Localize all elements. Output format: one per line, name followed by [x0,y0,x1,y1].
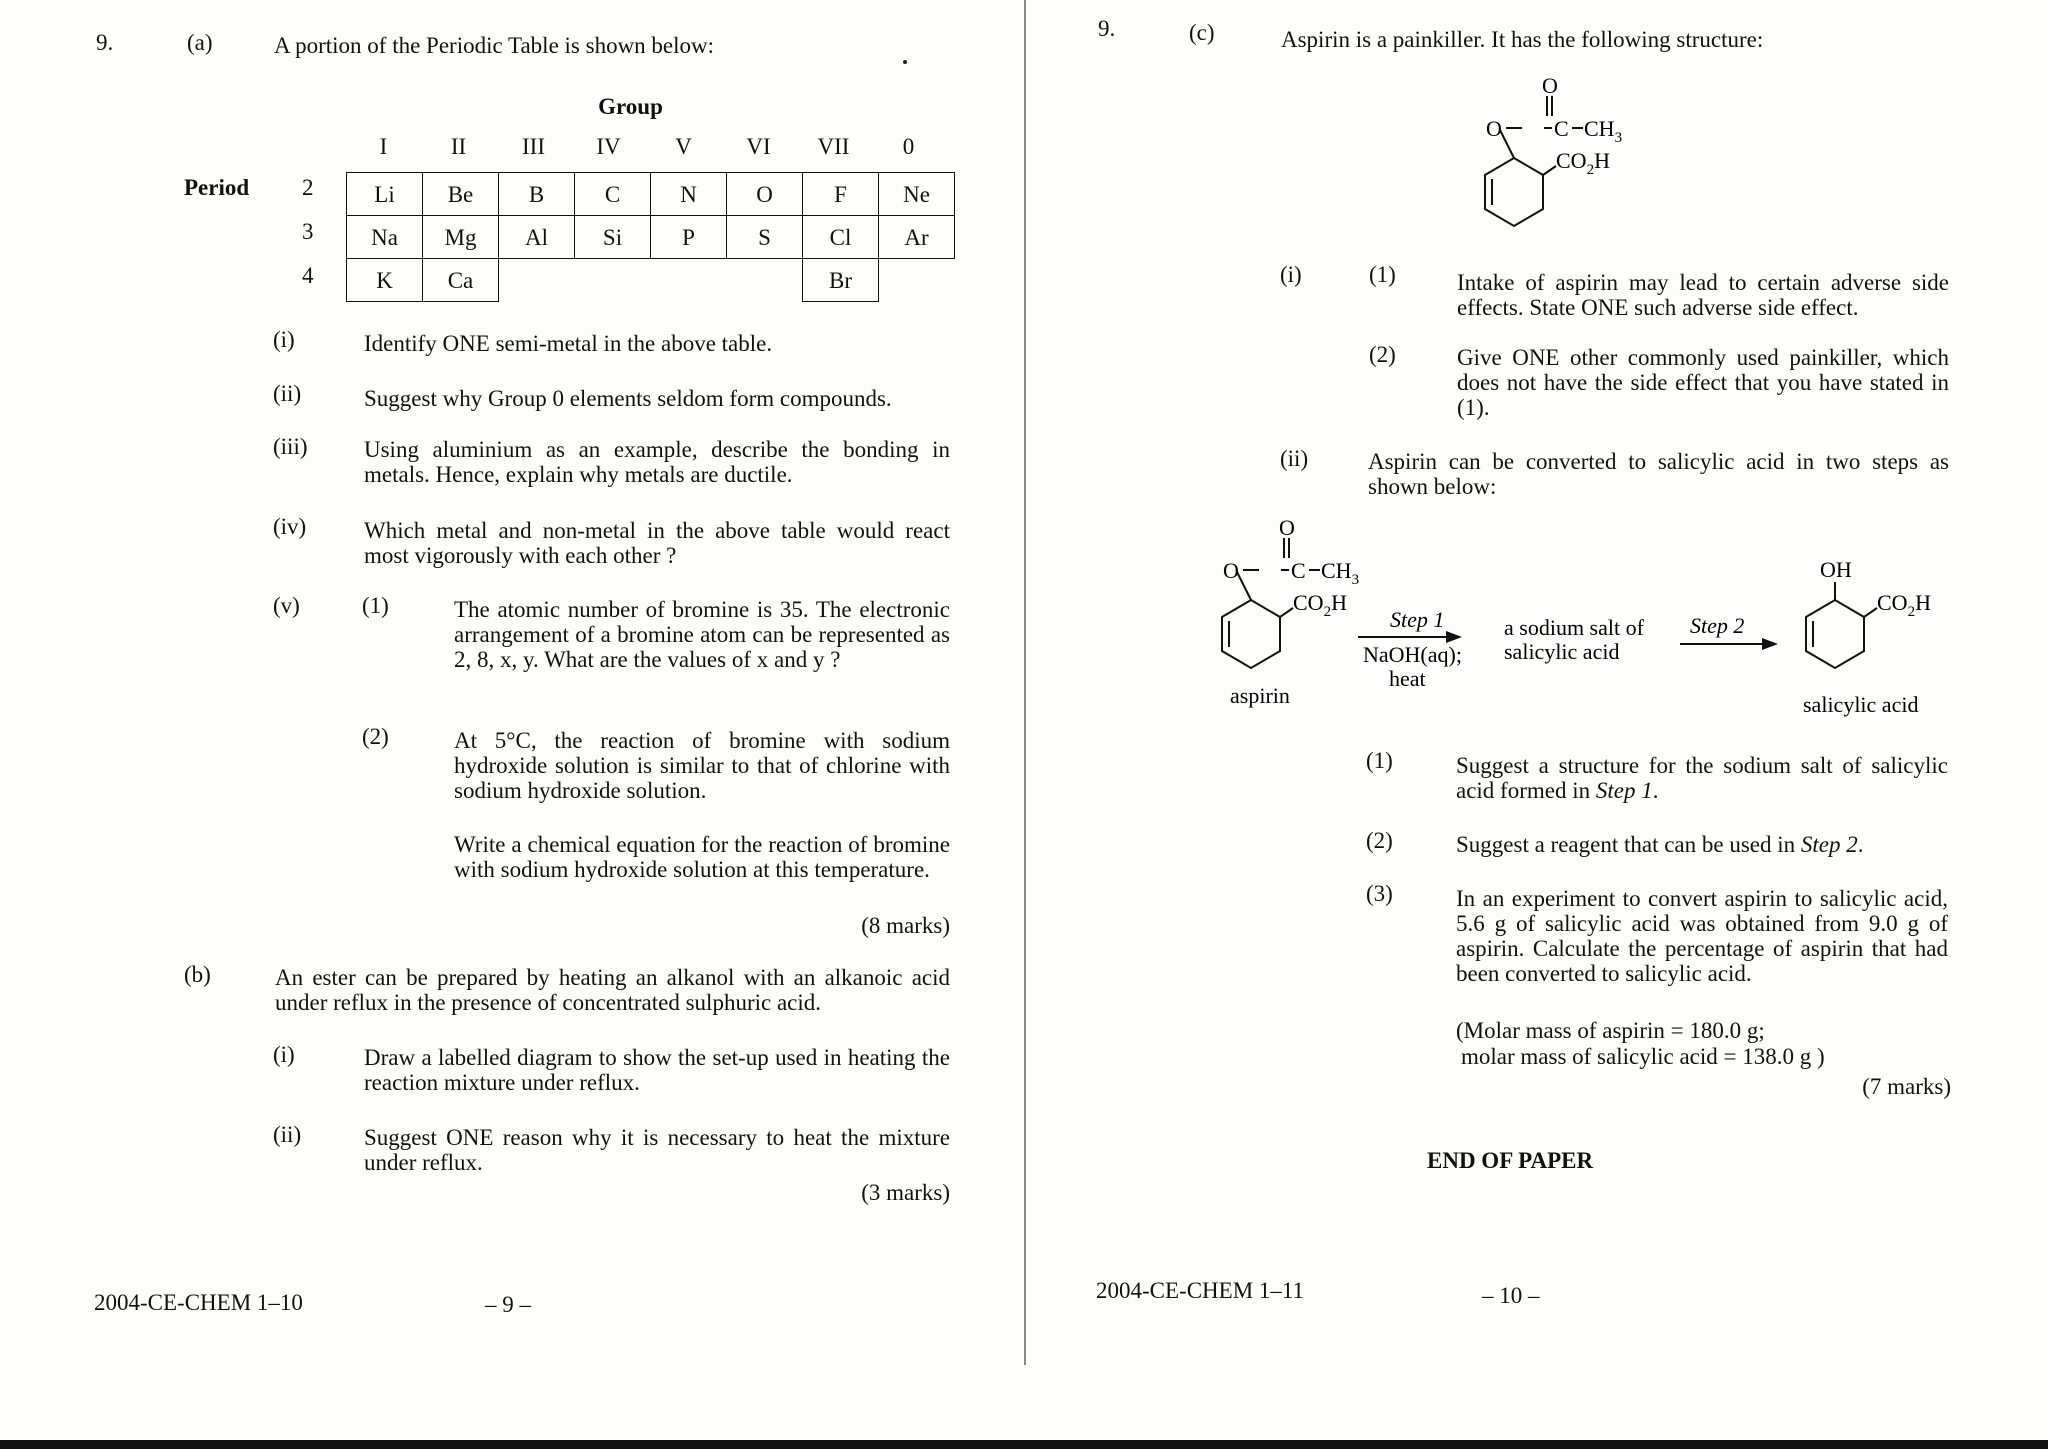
hydroxyl-label: OH [1820,557,1852,582]
sub-text: Give ONE other commonly used painkiller, which does not have the side effect that you have stated in (1). [1457,345,1949,420]
atom-label: O [1279,520,1295,540]
element-cell: Li [347,173,423,216]
period-number: 2 [302,175,314,200]
item-text: Aspirin can be converted to salicylic acid in two steps as shown below: [1368,449,1949,499]
sub-text: The atomic number of bromine is 35. The electronic arrangement of a bromine atom can be represented as 2, 8, x, y. What are the values of x and y ? [454,597,950,672]
methyl-label: $CH_3$ [1321,558,1360,588]
part-label-b: (b) [184,962,211,987]
step2-label: Step 2 [1690,613,1745,638]
group-header: III [522,134,545,159]
element-cell: Mg [423,216,499,259]
empty-cell [651,259,727,302]
group-header: IV [596,134,621,159]
aspirin-structure [1470,78,1660,228]
molar-mass-note: (Molar mass of aspirin = 180.0 g; [1456,1018,1765,1043]
table-row [347,216,955,259]
item-text: Using aluminium as an example, describe the bonding in metals. Hence, explain why metals are ductile. [364,437,950,487]
item-text: Identify ONE semi-metal in the above table. [364,331,773,356]
footer-code: 2004-CE-CHEM 1–10 [94,1290,303,1315]
item-label: (i) [1280,262,1302,287]
page-number: – 10 – [1482,1283,1540,1308]
element-cell: Be [423,173,499,216]
sub-text: Intake of aspirin may lead to certain adverse side effects. State ONE such adverse side effect. [1457,270,1949,320]
element-cell: N [651,173,727,216]
marks: (8 marks) [861,913,950,938]
element-cell: C [575,173,651,216]
footer-code: 2004-CE-CHEM 1–11 [1096,1278,1305,1303]
item-text: Draw a labelled diagram to show the set-up used in heating the reaction mixture under reflux. [364,1045,950,1095]
table-row [347,259,955,302]
carboxyl-label: $CO_2H$ [1556,148,1610,178]
item-label: (i) [273,1042,295,1067]
group-header: I [379,134,388,159]
carboxyl-label: $CO_2H$ [1877,590,1931,620]
item-text: Which metal and non-metal in the above table would react most vigorously with each other ? [364,518,950,568]
group-header: II [450,134,467,159]
carboxyl-label: $CO_2H$ [1293,590,1347,620]
question-number: 9. [96,30,114,55]
element-cell: Si [575,216,651,259]
part-label-a: (a) [187,30,213,55]
element-cell: F [803,173,879,216]
arrow-head [1762,638,1778,650]
group-header: VI [746,134,771,159]
element-cell: Ne [879,173,955,216]
sub-text: Suggest a reagent that can be used in Step 2. [1456,832,1864,857]
step1-condition: heat [1389,666,1426,691]
group-header: VII [817,134,850,159]
step1-label: Step 1 [1390,607,1445,632]
question-number: 9. [1098,16,1116,41]
item-label: (ii) [273,381,302,406]
page-number: – 9 – [485,1292,531,1317]
item-label: (iii) [273,434,308,459]
item-label: (ii) [273,1122,302,1147]
atom-label: C [1291,558,1306,583]
element-cell: K [347,259,423,302]
group-header: V [675,134,692,159]
sub-text: At 5°C, the reaction of bromine with sodium hydroxide solution is similar to that of chlorine with sodium hydroxide solution. [454,728,950,803]
methyl-label: $CH_3$ [1584,116,1623,146]
empty-cell [575,259,651,302]
part-b-intro: An ester can be prepared by heating an alkanol with an alkanoic acid under reflux in the presence of concentrated sulphuric acid. [275,965,950,1015]
empty-cell [879,259,955,302]
sub-text: Write a chemical equation for the reaction of bromine with sodium hydroxide solution at this temperature. [454,832,950,882]
period-title: Period [184,175,250,200]
sub-label: (2) [1366,828,1393,853]
sub-label: (1) [362,593,389,618]
group-title: Group [598,94,663,119]
atom-label: O [1542,78,1558,98]
item-label: (i) [273,327,295,352]
atom-label: C [1554,116,1569,141]
molar-mass-note: molar mass of salicylic acid = 138.0 g ) [1461,1044,1825,1069]
salicylic-label: salicylic acid [1803,692,1919,717]
period-number: 3 [302,219,314,244]
sub-label: (2) [362,724,389,749]
item-text: Suggest why Group 0 elements seldom form compounds. [364,386,892,411]
element-cell: B [499,173,575,216]
part-label-c: (c) [1189,20,1215,45]
item-label: (ii) [1280,446,1309,471]
item-label: (iv) [273,514,307,539]
empty-cell [727,259,803,302]
element-cell: P [651,216,727,259]
scan-edge [0,1440,2048,1449]
element-cell: S [727,216,803,259]
element-cell: Ca [423,259,499,302]
item-text: Suggest ONE reason why it is necessary to heat the mixture under reflux. [364,1125,950,1175]
sub-text: In an experiment to convert aspirin to salicylic acid, 5.6 g of salicylic acid was obtained from 9.0 g of aspirin. Calculate the percentage of aspirin that had been converted to salicylic acid. [1456,886,1948,986]
element-cell: Ar [879,216,955,259]
sub-label: (2) [1369,342,1396,367]
element-cell: Br [803,259,879,302]
element-cell: Na [347,216,423,259]
group-header: 0 [902,134,915,159]
end-of-paper: END OF PAPER [1427,1148,1594,1173]
reaction-scheme [1210,520,1970,720]
step1-reagent: NaOH(aq); [1363,642,1462,667]
page-divider [1024,0,1026,1365]
empty-cell [499,259,575,302]
sub-text: Suggest a structure for the sodium salt of salicylic acid formed in Step 1. [1456,753,1948,803]
atom-label: O [1486,116,1502,141]
table-row [347,173,955,216]
marks: (3 marks) [861,1180,950,1205]
sub-label: (1) [1366,748,1393,773]
element-cell: O [727,173,803,216]
sub-label: (3) [1366,881,1393,906]
part-c-intro: Aspirin is a painkiller. It has the following structure: [1281,27,1764,52]
period-number: 4 [302,263,314,288]
intermediate-label: salicylic acid [1504,639,1620,664]
sub-label: (1) [1369,262,1396,287]
item-label: (v) [273,593,300,618]
speck [903,60,907,64]
atom-label: O [1223,558,1239,583]
marks: (7 marks) [1862,1074,1951,1099]
element-cell: Al [499,216,575,259]
periodic-table [346,172,955,302]
intermediate-label: a sodium salt of [1504,615,1644,640]
element-cell: Cl [803,216,879,259]
part-a-intro: A portion of the Periodic Table is shown below: [274,33,715,58]
aspirin-label: aspirin [1230,683,1290,708]
